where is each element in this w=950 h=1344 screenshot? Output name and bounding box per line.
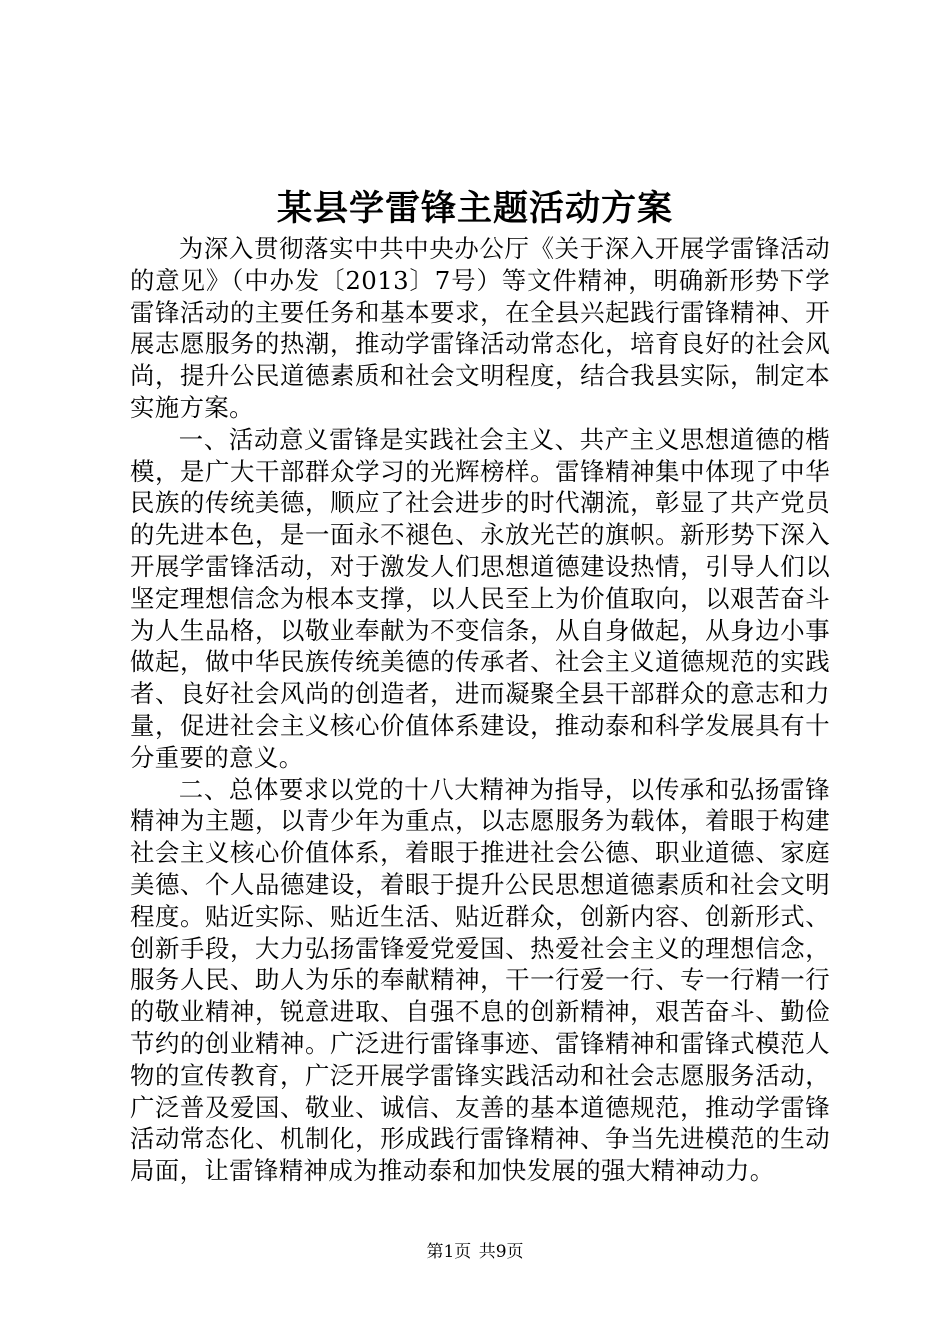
page-total: 共9页 <box>478 1242 524 1262</box>
document-body <box>130 233 830 1187</box>
page-footer <box>0 1240 950 1264</box>
paragraph-intro: 为深入贯彻落实中共中央办公厅《关于深入开展学雷锋活动的意见》（中办发〔2013〕7号）等文件精神，明确新形势下学雷锋活动的主要任务和基本要求，在全县兴起践行雷锋精神、开展志愿服务的热潮，推动学雷锋活动常态化，培育良好的社会风尚，提升公民道德素质和社会文明程度，结合我县实际，制定本实施方案。 <box>130 234 830 422</box>
paragraph-activity-significance: 一、活动意义雷锋是实践社会主义、共产主义思想道德的楷模，是广大干部群众学习的光辉榜样。雷锋精神集中体现了中华民族的传统美德，顺应了社会进步的时代潮流，彰显了共产党员的先进本色，是一面永不褪色、永放光芒的旗帜。新形势下深入开展学雷锋活动，对于激发人们思想道德建设热情，引导人们以坚定理想信念为根本支撑，以人民至上为价值取向，以艰苦奋斗为人生品格，以敬业奉献为不变信条，从自身做起，从身边小事做起，做中华民族传统美德的传承者、社会主义道德规范的实践者、良好社会风尚的创造者，进而凝聚全县干部群众的意志和力量，促进社会主义核心价值体系建设，推动泰和科学发展具有十分重要的意义。 <box>130 424 830 772</box>
page-number: 第1页 <box>426 1242 472 1262</box>
document-title: 某县学雷锋主题活动方案 <box>276 188 673 229</box>
paragraph-general-requirements: 二、总体要求以党的十八大精神为指导，以传承和弘扬雷锋精神为主题，以青少年为重点，以志愿服务为载体，着眼于构建社会主义核心价值体系，着眼于推进社会公德、职业道德、家庭美德、个人品德建设，着眼于提升公民思想道德素质和社会文明程度。贴近实际、贴近生活、贴近群众，创新内容、创新形式、创新手段，大力弘扬雷锋爱党爱国、热爱社会主义的理想信念，服务人民、助人为乐的奉献精神，干一行爱一行、专一行精一行的敬业精神，锐意进取、自强不息的创新精神，艰苦奋斗、勤俭节约的创业精神。广泛进行雷锋事迹、雷锋精神和雷锋式模范人物的宣传教育，广泛开展学雷锋实践活动和社会志愿服务活动，广泛普及爱国、敬业、诚信、友善的基本道德规范，推动学雷锋活动常态化、机制化，形成践行雷锋精神、争当先进模范的生动局面，让雷锋精神成为推动泰和加快发展的强大精神动力。 <box>130 774 830 1186</box>
